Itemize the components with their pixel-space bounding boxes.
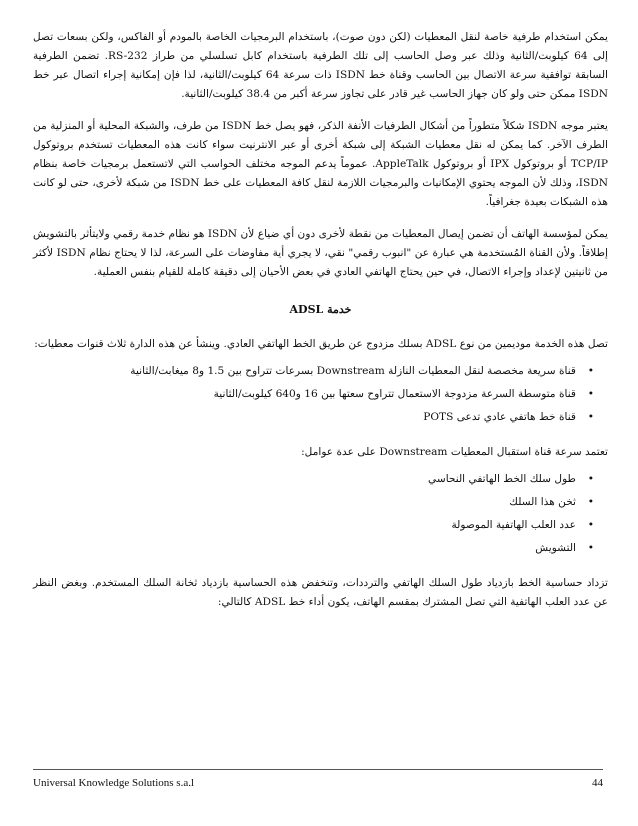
document-page [33, 28, 608, 625]
bullet-icon: • [587, 388, 594, 400]
list-item: • عدد العلب الهاتفية الموصولة [33, 516, 594, 535]
list-item: • قناة متوسطة السرعة مزدوجة الاستعمال تتراوح سعتها بين 16 و640 كيلوبت/الثانية [33, 385, 594, 404]
bullet-icon: • [587, 519, 594, 531]
page-number: 44 [592, 777, 603, 789]
paragraph-isdn-terminal: يمكن استخدام طرفية خاصة لنقل المعطيات (لكن دون صوت)، باستخدام البرمجيات الخاصة بالمودم أو الفاكس، ولكن بسعات تصل إلى 64 كيلوبت/الثانية وذلك عبر وصل الحاسب إلى تلك الطرفية باستخدام كابل تسلسلي من طراز RS-232. تضمن الطرفية السابقة توافقية سرعة الاتصال بين الحاسب وقناة خط ISDN ذات سرعة 64 كيلوبت/الثانية، لذا فإن إمكانية إجراء اتصال عبر خط ISDN ممكن حتى ولو كان جهاز الحاسب غير قادر على تجاوز سرعة أكبر من 38.4 كيلوبت/الثانية. [33, 31, 608, 100]
bullet-icon: • [587, 365, 594, 377]
footer-company: Universal Knowledge Solutions s.a.l [33, 777, 195, 789]
paragraph-isdn-reliability: يمكن لمؤسسة الهاتف أن تضمن إيصال المعطيات من نقطة لأخرى دون أي ضياع لأن ISDN هو نظام خدمة رقمي ولايتأثر بالتشويش إطلاقاً. ولأن القناة المُستخدمة هي عبارة عن "انبوب رقمي" نقي، لا يجري أية مفاوضات على السرعة، لذا لا يحتاج نظام ISDN لأكثر من ثانيتين لإعداد وإجراء الاتصال، في حين يحتاج الهاتفي العادي في بعض الأحيان إلى دقيقة كاملة للقيام بنفس العملية. [33, 228, 608, 278]
list-item: • ثخن هذا السلك [33, 493, 594, 512]
list-item: • قناة سريعة مخصصة لنقل المعطيات النازلة Downstream بسرعات تتراوح بين 1.5 و8 ميغابت/الثانية [33, 362, 594, 381]
paragraph-factors-intro: تعتمد سرعة قناة استقبال المعطيات Downstream على عدة عوامل: [301, 446, 608, 458]
paragraph-closing: تزداد حساسية الخط بازدياد طول السلك الهاتفي والترددات، وتنخفض هذه الحساسية بازدياد ثخانة السلك المستخدم. وبغض النظر عن عدد العلب الهاتفية التي تصل المشترك بمقسم الهاتف، يكون أداء خط ADSL كالتالي: [33, 577, 608, 608]
section-heading-adsl: خدمة ADSL [289, 303, 352, 316]
bullet-icon: • [587, 411, 594, 423]
page-footer [33, 769, 603, 789]
bullet-icon: • [587, 496, 594, 508]
channel-list [33, 362, 608, 427]
list-item: • التشويش [33, 539, 594, 558]
list-item: • قناة خط هاتفي عادي تدعى POTS [33, 408, 594, 427]
factor-list [33, 470, 608, 558]
bullet-icon: • [587, 473, 594, 485]
paragraph-isdn-router: يعتبر موجه ISDN شكلاً متطوراً من أشكال الطرفيات الأنفة الذكر، فهو يصل خط ISDN من طرف، والشبكة المحلية أو المنزلية من الطرف الآخر. كما يمكن له نقل معطيات الشبكة إلى شبكة أخرى أو عبر الانترنيت سواء كانت هذه المعطيات تستخدم بروتوكول TCP/IP أو بروتوكول IPX أو بروتوكول AppleTalk. عموماً يدعم الموجه مختلف الحواسب التي لاتستعمل برمجيات خاصة بنظام ISDN، وذلك لأن الموجه يحتوي الإمكانيات والبرمجيات اللازمة لنقل كافة المعطيات على خط ISDN من شبكة لأخرى، حتى لو كانت هذه الشبكات بعيدة جغرافياً. [33, 120, 608, 208]
paragraph-adsl-intro: تصل هذه الخدمة موديمين من نوع ADSL بسلك مزدوج عن طريق الخط الهاتفي العادي. وينشأ عن هذه الدارة ثلاث قنوات معطيات: [34, 338, 608, 350]
document-body [33, 28, 608, 612]
list-item: • طول سلك الخط الهاتفي النحاسي [33, 470, 594, 489]
bullet-icon: • [587, 542, 594, 554]
